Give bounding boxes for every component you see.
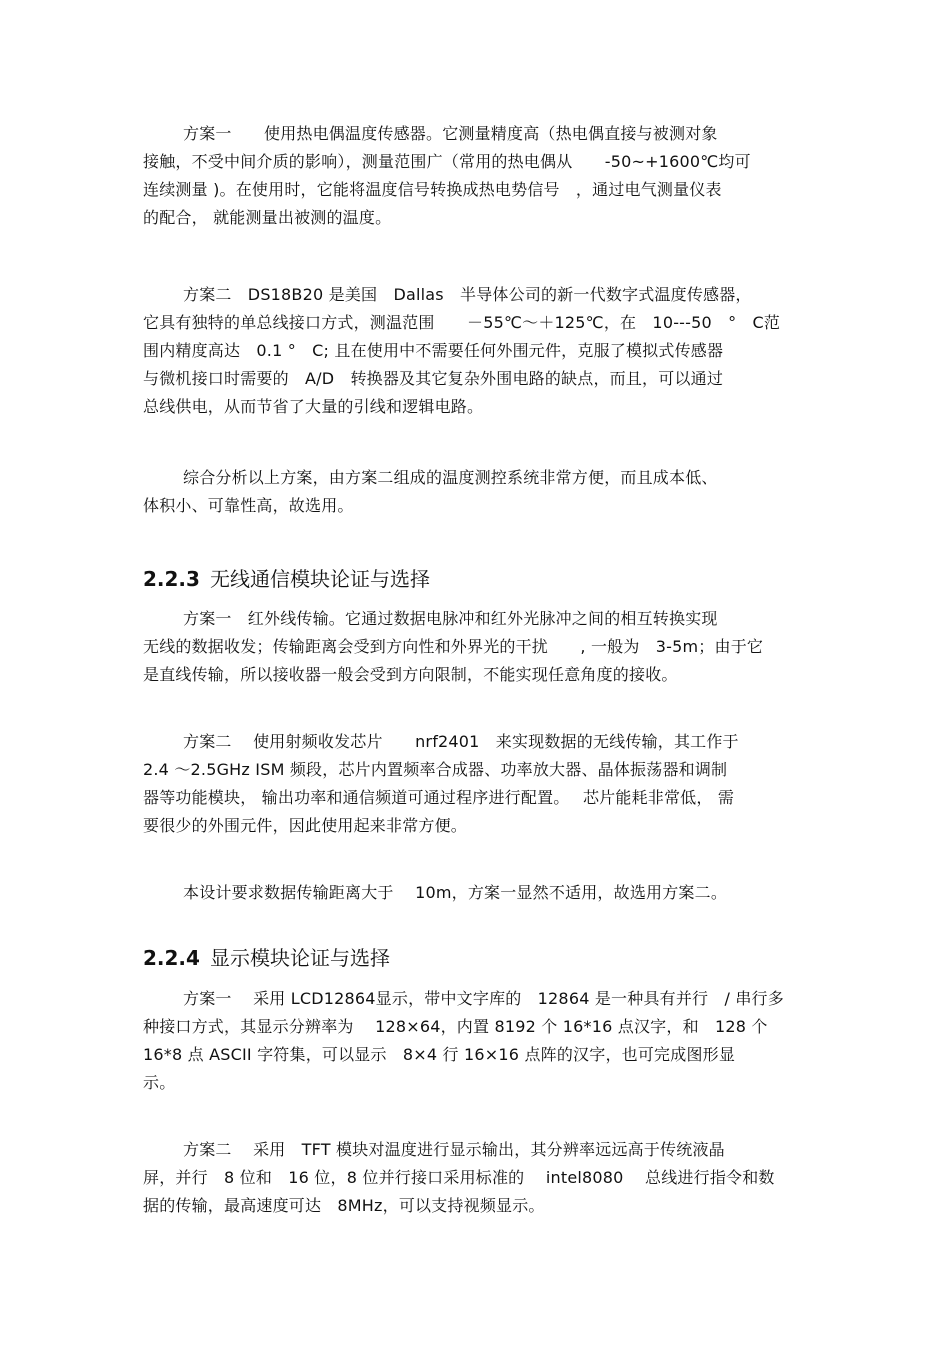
paragraph-infrared xyxy=(143,605,813,689)
text-line: 方案二 DS18B20 是美国 Dallas 半导体公司的新一代数字式温度传感器， xyxy=(183,285,752,304)
text-line: 方案二 采用 TFT 模块对温度进行显示输出，其分辨率远远高于传统液晶 xyxy=(183,1140,725,1159)
paragraph-ds18b20 xyxy=(143,281,813,421)
text-line: 与微机接口时需要的 A/D 转换器及其它复杂外围电路的缺点，而且，可以通过 xyxy=(143,369,724,388)
text-line: 种接口方式，其显示分辨率为 128×64，内置 8192 个 16*16 点汉字，和 128 个 xyxy=(143,1017,768,1036)
section-number: 2.2.3 xyxy=(143,567,200,591)
paragraph-wireless-conclusion xyxy=(143,879,813,907)
text-line: 是直线传输，所以接收器一般会受到方向限制，不能实现任意角度的接收。 xyxy=(143,665,678,684)
section-heading-2-2-4 xyxy=(143,944,390,972)
text-line: 围内精度高达 0.1 ° C; 且在使用中不需要任何外围元件，克服了模拟式传感器 xyxy=(143,341,724,360)
paragraph-lcd12864 xyxy=(143,985,813,1097)
text-line: 综合分析以上方案，由方案二组成的温度测控系统非常方便，而且成本低、 xyxy=(183,468,718,487)
section-title: 无线通信模块论证与选择 xyxy=(209,567,430,591)
text-line: 连续测量 )。在使用时，它能将温度信号转换成热电势信号 ，通过电气测量仪表 xyxy=(143,180,722,199)
paragraph-thermocouple xyxy=(143,120,813,232)
paragraph-nrf2401 xyxy=(143,728,813,840)
text-line: 要很少的外围元件，因此使用起来非常方便。 xyxy=(143,816,468,835)
text-line: 2.4 ～2.5GHz ISM 频段，芯片内置频率合成器、功率放大器、晶体振荡器和调制 xyxy=(143,760,728,779)
text-line: 器等功能模块， 输出功率和通信频道可通过程序进行配置。 芯片能耗非常低， 需 xyxy=(143,788,735,807)
paragraph-tft xyxy=(143,1136,813,1220)
text-line: 据的传输，最高速度可达 8MHz，可以支持视频显示。 xyxy=(143,1196,545,1215)
paragraph-temp-conclusion xyxy=(143,464,813,520)
text-line: 无线的数据收发；传输距离会受到方向性和外界光的干扰 , 一般为 3-5m；由于它 xyxy=(143,637,764,656)
text-line: 方案一 红外线传输。它通过数据电脉冲和红外光脉冲之间的相互转换实现 xyxy=(183,609,718,628)
text-line: 它具有独特的单总线接口方式，测温范围 －55℃～＋125℃，在 10---50 ° C范 xyxy=(143,313,781,332)
section-heading-2-2-3 xyxy=(143,565,430,593)
text-line: 总线供电，从而节省了大量的引线和逻辑电路。 xyxy=(143,397,484,416)
text-line: 本设计要求数据传输距离大于 10m，方案一显然不适用，故选用方案二。 xyxy=(183,883,728,902)
text-line: 方案二 使用射频收发芯片 nrf2401 来实现数据的无线传输，其工作于 xyxy=(183,732,739,751)
text-line: 接触，不受中间介质的影响），测量范围广（常用的热电偶从 -50~+1600℃均可 xyxy=(143,152,751,171)
text-line: 方案一 采用 LCD12864显示，带中文字库的 12864 是一种具有并行 / 串行多 xyxy=(183,989,784,1008)
text-line: 的配合， 就能测量出被测的温度。 xyxy=(143,208,392,227)
text-line: 16*8 点 ASCII 字符集，可以显示 8×4 行 16×16 点阵的汉字，也可完成图形显 xyxy=(143,1045,736,1064)
section-number: 2.2.4 xyxy=(143,946,200,970)
text-line: 方案一 使用热电偶温度传感器。它测量精度高（热电偶直接与被测对象 xyxy=(183,124,718,143)
text-line: 体积小、可靠性高，故选用。 xyxy=(143,496,354,515)
text-line: 屏，并行 8 位和 16 位，8 位并行接口采用标准的 intel8080 总线进行指令和数 xyxy=(143,1168,775,1187)
section-title: 显示模块论证与选择 xyxy=(209,946,390,970)
text-line: 示。 xyxy=(143,1073,176,1092)
